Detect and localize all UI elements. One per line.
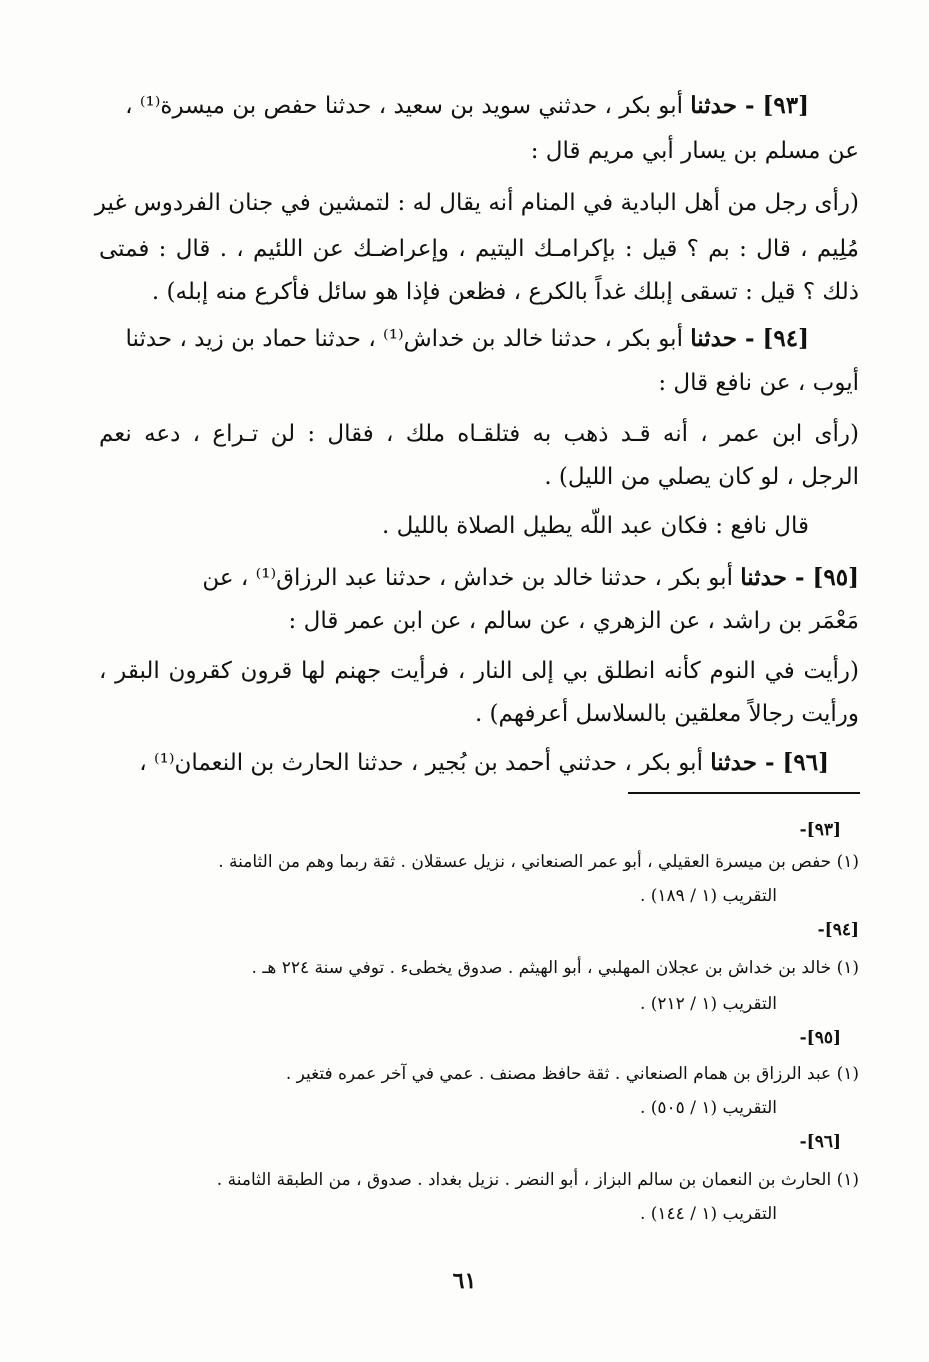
hadith-93-matn-line2: مُلِيم ، قال : بم ؟ قيل : بإكرامـك اليتيم ، وإعراضـك عن اللئيم ، . قال : فمتى [99, 236, 860, 262]
footnote-94-text: (١) خالد بن خداش بن عجلان المهلبي ، أبو الهيثم . صدوق يخطىء . توفي سنة ٢٢٤ هـ . [251, 958, 859, 978]
footnote-95-ref: التقريب (١ / ٥٠٥) . [639, 1098, 777, 1118]
footnote-96-text: (١) الحارث بن النعمان بن سالم البزاز ، أبو النضر . نزيل بغداد . صدوق ، من الطبقة الثامنة . [216, 1170, 859, 1190]
footnote-93-text: (١) حفص بن ميسرة العقيلي ، أبو عمر الصنعاني ، نزيل عسقلان . ثقة ربما وهم من الثامنة . [218, 852, 859, 872]
footnote-section-96: -[٩٦] [799, 1132, 841, 1152]
hadith-96-number: [٩٦] - حدثنا [710, 749, 829, 776]
hadith-95-isnad-line1: [٩٥] - حدثنا أبو بكر ، حدثنا خالد بن خداش ، حدثنا عبد الرزاق⁽¹⁾ ، عن [202, 564, 859, 591]
hadith-95-number: [٩٥] - حدثنا [740, 564, 859, 591]
hadith-94-isnad-line1: [٩٤] - حدثنا أبو بكر ، حدثنا خالد بن خداش⁽¹⁾ ، حدثنا حماد بن زيد ، حدثنا [125, 325, 809, 352]
footnote-separator [628, 792, 860, 794]
hadith-95-matn-line1: (رأيت في النوم كأنه انطلق بي إلى النار ، فرأيت جهنم لها قرون كقرون البقر ، [99, 658, 859, 684]
footnote-section-93: -[٩٣] [799, 820, 841, 840]
footnote-section-95: -[٩٥] [799, 1028, 841, 1048]
hadith-93-isnad-line1: [٩٣] - حدثنا أبو بكر ، حدثني سويد بن سعيد ، حدثنا حفص بن ميسرة⁽¹⁾ ، [125, 92, 809, 119]
footnote-94-ref: التقريب (١ / ٢١٢) . [639, 994, 777, 1014]
hadith-94-matn-line2: الرجل ، لو كان يصلي من الليل) . [544, 464, 859, 490]
hadith-93-number: [٩٣] - حدثنا [690, 92, 809, 119]
footnote-93-ref: التقريب (١ / ١٨٩) . [639, 886, 777, 906]
hadith-95-isnad-line2: مَعْمَر بن راشد ، عن الزهري ، عن سالم ، عن ابن عمر قال : [288, 608, 859, 634]
hadith-93-matn-line3: ذلك ؟ قيل : تسقى إبلك غداً بالكرع ، فظعن فإذا هو سائل فأكرع منه إبله) . [151, 279, 859, 305]
page-number: ٦١ [452, 1268, 477, 1294]
hadith-95-matn-line2: ورأيت رجالاً معلقين بالسلاسل أعرفهم) . [474, 701, 859, 727]
hadith-94-matn-line1: (رأى ابن عمر ، أنه قـد ذهب به فتلقـاه ملك ، فقال : لن تـراع ، دعه نعم [99, 421, 859, 447]
hadith-94-isnad-line2: أيوب ، عن نافع قال : [658, 370, 859, 396]
hadith-93-matn-line1: (رأى رجل من أهل البادية في المنام أنه يقال له : لتمشين في جنان الفردوس غير [94, 190, 859, 216]
footnote-95-text: (١) عبد الرزاق بن همام الصنعاني . ثقة حافظ مصنف . عمي في آخر عمره فتغير . [285, 1064, 859, 1084]
footnote-section-94: -[٩٤] [817, 920, 859, 940]
hadith-96-isnad-line1: [٩٦] - حدثنا أبو بكر ، حدثني أحمد بن بُجير ، حدثنا الحارث بن النعمان⁽¹⁾ ، [139, 749, 829, 776]
hadith-93-isnad-line2: عن مسلم بن يسار أبي مريم قال : [530, 138, 859, 164]
hadith-94-number: [٩٤] - حدثنا [690, 325, 809, 352]
hadith-94-nafi-comment: قال نافع : فكان عبد اللّه يطيل الصلاة بالليل . [381, 513, 809, 539]
footnote-96-ref: التقريب (١ / ١٤٤) . [639, 1204, 777, 1224]
